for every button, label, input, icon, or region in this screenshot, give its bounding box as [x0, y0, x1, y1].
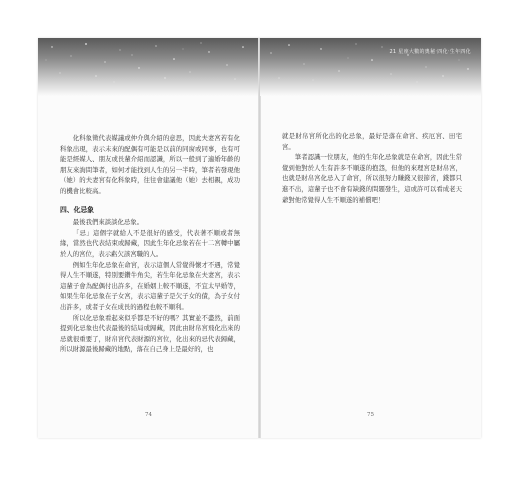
right-body-text — [282, 131, 462, 205]
star-field — [38, 38, 259, 96]
paragraph: 筆者認識一位朋友，他的生年化忌象就是在命宮，因此生常覺到他對於人生有許多不順遂的抱怨，但他的來理宮是財帛宮，也就是財帛宮化忌入了命宮，所以很努力賺錢又很節省，錢都只進不出，這輩子也不會有缺錢的問題發生，這或許可以看成老天爺對他常覺得人生不順遂的補償吧！ — [282, 153, 462, 204]
page-number-right: 75 — [367, 412, 374, 418]
star-field — [260, 38, 481, 96]
running-head: 21 星座大數的奧秘‧四化‧生年四化 — [389, 49, 471, 55]
book-spread — [38, 38, 481, 438]
paragraph: 最後我們來談談化忌象。 — [72, 218, 144, 227]
starry-header-band — [38, 38, 259, 96]
paragraph: 所以化忌象看起來似乎都是不好的嗎？其實並不盡然，前面提到化忌象也代表最後的結局或歸藏，因此由財帛宮飛化出來的忌就很重要了，財帛宮代表財源的宮位，化出來的忌代表歸藏，所以財源最後歸藏的地點，落在自己身上是最好的，也 — [60, 313, 240, 354]
page-number-left: 74 — [145, 412, 152, 418]
paragraph: 就是財帛宮所化出的化忌象，最好是落在命宮、疾厄宮、田宅宮。 — [282, 132, 462, 151]
paragraph: 化科象徵代表媒議或仲介與介紹的意思，因此夫妻宮若有化科象出現，表示未來的配偶有可能是以前的同窗或同事，也有可能是經媒人、朋友或長輩介紹而認識，所以一般到了適婚年齡的朋友來詢問筆者，如何才能找到人生的另一半時，筆者若發現他（她）的夫妻宮有化科象時，往往會建議他（她）去相親，成功的機會比較高。 — [60, 134, 240, 195]
section-heading: 四、化忌象 — [60, 205, 94, 214]
left-page — [38, 38, 259, 438]
paragraph: 例如生年化忌象在命宮，表示這個人常覺得懷才不遇，常覺得人生不順遂，特別要鑽牛角尖，若生年化忌象在夫妻宮，表示這輩子會為配偶付出許多，在婚姻上較不順遂，不宜太早婚等，如果生年化忌象在子女宮，表示這輩子是欠子女的債，為子女付出許多，或者子女在成長的過程也較不順利。 — [60, 260, 240, 311]
left-body-text — [60, 133, 240, 355]
starry-header-band — [260, 38, 481, 96]
right-page — [260, 38, 481, 438]
paragraph: 「忌」這個字就給人不是很好的感受，代表著不順或者無緣，當然也代表結束或歸藏，因此生年化忌象若在十二宮轉中屬於人的宮位，表示虧欠該宮職的人。 — [60, 228, 240, 258]
